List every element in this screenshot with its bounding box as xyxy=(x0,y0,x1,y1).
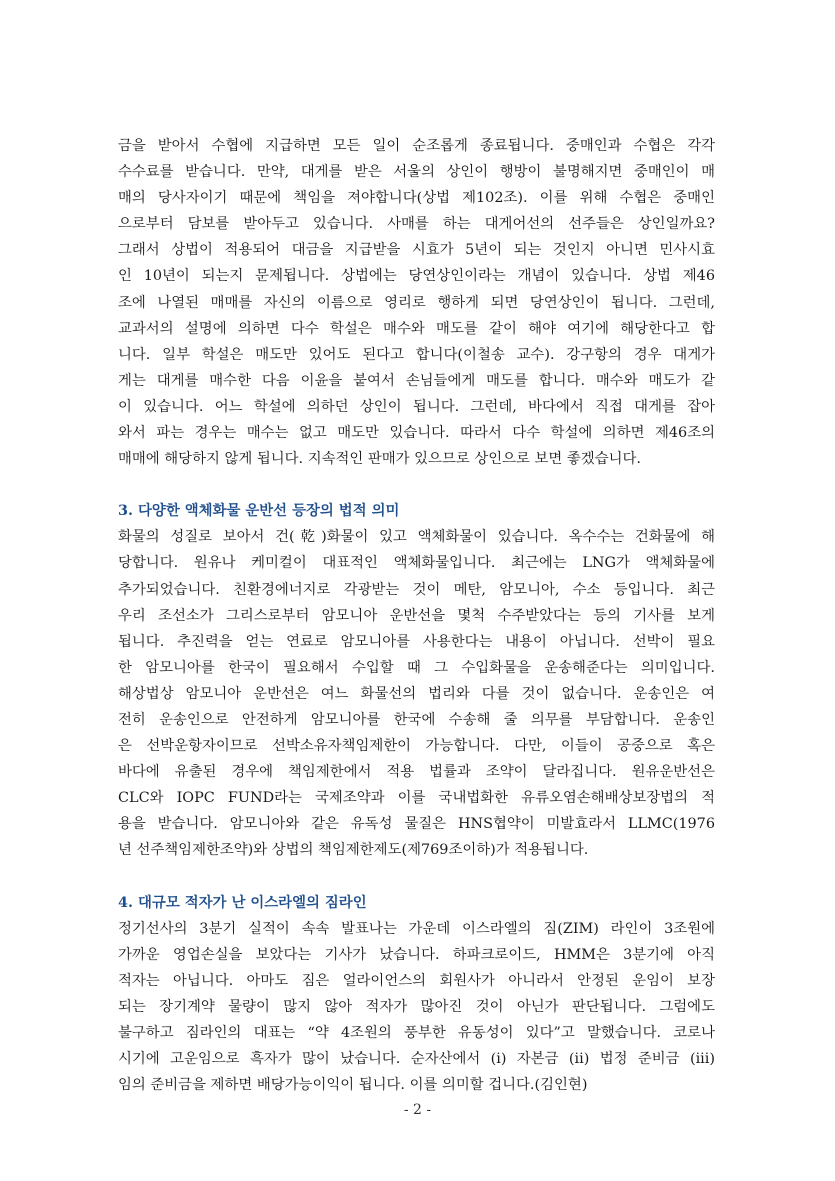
text-line: 시기에 고운임으로 흑자가 많이 났습니다. 순자산에서 (i) 자본금 (ii) 법정 준비금 (iii) xyxy=(118,1051,715,1068)
text-line: 게는 대게를 매수한 다음 이윤을 붙여서 손님들에게 매도를 합니다. 매수와 매도가 같 xyxy=(118,372,715,389)
document-page xyxy=(118,133,715,1098)
text-line: 되는 장기계약 물량이 많지 않아 적자가 많아진 것이 아닌가 판단됩니다. 그럼에도 xyxy=(118,998,715,1015)
text-line: 전히 운송인으로 안전하게 암모니아를 한국에 수송해 줄 의무를 부담합니다. 운송인 xyxy=(118,711,715,728)
text-line: 은 선박운항자이므로 선박소유자책임제한이 가능합니다. 다만, 이들이 공중으로 혹은 xyxy=(118,738,715,755)
intro-paragraph xyxy=(118,133,715,472)
text-line: 추가되었습니다. 친환경에너지로 각광받는 것이 메탄, 암모니아, 수소 등입니다. 최근 xyxy=(118,581,715,598)
text-line: 정기선사의 3분기 실적이 속속 발표나는 가운데 이스라엘의 짐(ZIM) 라인이 3조원에 xyxy=(118,920,715,937)
text-line: 매매에 해당하지 않게 됩니다. 지속적인 판매가 있으므로 상인으로 보면 좋겠습니다. xyxy=(118,451,641,468)
page-number: - 2 - xyxy=(403,1102,432,1118)
text-line: CLC와 IOPC FUND라는 국제조약과 이를 국내법화한 유류오염손해배상보장법의 적 xyxy=(118,790,715,807)
text-line: 적자는 아닙니다. 아마도 짐은 얼라이언스의 회원사가 아니라서 안정된 운임이 보장 xyxy=(118,972,715,989)
text-line: 해상법상 암모니아 운반선은 여느 화물선의 법리와 다를 것이 없습니다. 운송인은 여 xyxy=(118,685,715,702)
section-spacer xyxy=(118,472,715,498)
text-line: 그래서 상법이 적용되어 대금을 지급받을 시효가 5년이 되는 것인지 아니면 민사시효 xyxy=(118,242,715,259)
text-line: 인 10년이 되는지 문제됩니다. 상법에는 당연상인이라는 개념이 있습니다. 상법 제46 xyxy=(118,268,715,285)
text-line: 한 암모니아를 한국이 필요해서 수입할 때 그 수입화물을 운송해준다는 의미입니다. xyxy=(118,659,715,676)
section-spacer xyxy=(118,864,715,890)
text-line: 불구하고 짐라인의 대표는 “약 4조원의 풍부한 유동성이 있다”고 말했습니다. 코로나 xyxy=(118,1025,715,1041)
text-line: 됩니다. 추진력을 얻는 연료로 암모니아를 사용한다는 내용이 아닙니다. 선박이 필요 xyxy=(118,633,715,650)
text-line: 년 선주책임제한조약)와 상법의 책임제한제도(제769조이하)가 적용됩니다. xyxy=(118,842,589,859)
section-3-paragraph xyxy=(118,524,715,863)
text-line: 매의 당사자이기 때문에 책임을 져야합니다(상법 제102조). 이를 위해 수협은 중매인 xyxy=(118,190,715,207)
text-line: 니다. 일부 학설은 매도만 있어도 된다고 합니다(이철송 교수). 강구항의 경우 대게가 xyxy=(118,346,715,363)
text-line: 조에 나열된 매매를 자신의 이름으로 영리로 행하게 되면 당연상인이 됩니다. 그런데, xyxy=(118,294,715,311)
section-4-paragraph xyxy=(118,916,715,1099)
text-line: 와서 파는 경우는 매수는 없고 매도만 있습니다. 따라서 다수 학설에 의하면 제46조의 xyxy=(118,425,715,442)
text-line: 화물의 성질로 보아서 건(乾)화물이 있고 액체화물이 있습니다. 옥수수는 건화물에 해 xyxy=(118,529,715,546)
text-line: 교과서의 설명에 의하면 다수 학설은 매수와 매도를 같이 해야 여기에 해당한다고 합 xyxy=(118,320,715,337)
text-line: 이 있습니다. 어느 학설에 의하던 상인이 됩니다. 그런데, 바다에서 직접 대게를 잡아 xyxy=(118,398,715,415)
text-line: 금을 받아서 수협에 지급하면 모든 일이 순조롭게 종료됩니다. 중매인과 수협은 각각 xyxy=(118,138,715,154)
text-line: 바다에 유출된 경우에 책임제한에서 적용 법률과 조약이 달라집니다. 원유운반선은 xyxy=(118,764,715,781)
text-line: 수수료를 받습니다. 만약, 대게를 받은 서울의 상인이 행방이 불명해지면 중매인이 매 xyxy=(118,164,715,181)
text-line: 용을 받습니다. 암모니아와 같은 유독성 물질은 HNS협약이 미발효라서 LLMC(1976 xyxy=(118,816,715,833)
text-line: 우리 조선소가 그리스로부터 암모니아 운반선을 몇척 수주받았다는 등의 기사를 보게 xyxy=(118,607,715,624)
text-line: 임의 준비금을 제하면 배당가능이익이 됩니다. 이를 의미할 겁니다.(김인현) xyxy=(118,1077,588,1094)
section-3-heading: 3. 다양한 액체화물 운반선 등장의 법적 의미 xyxy=(118,502,400,520)
text-line: 으로부터 담보를 받아두고 있습니다. 사매를 하는 대게어선의 선주들은 상인일까요? xyxy=(118,216,715,233)
text-line: 가까운 영업손실을 보았다는 기사가 났습니다. 하파크로이드, HMM은 3분기에 아직 xyxy=(118,946,715,963)
section-4-heading: 4. 대규모 적자가 난 이스라엘의 짐라인 xyxy=(118,893,367,911)
text-line: 당합니다. 원유나 케미컬이 대표적인 액체화물입니다. 최근에는 LNG가 액체화물에 xyxy=(118,555,715,572)
